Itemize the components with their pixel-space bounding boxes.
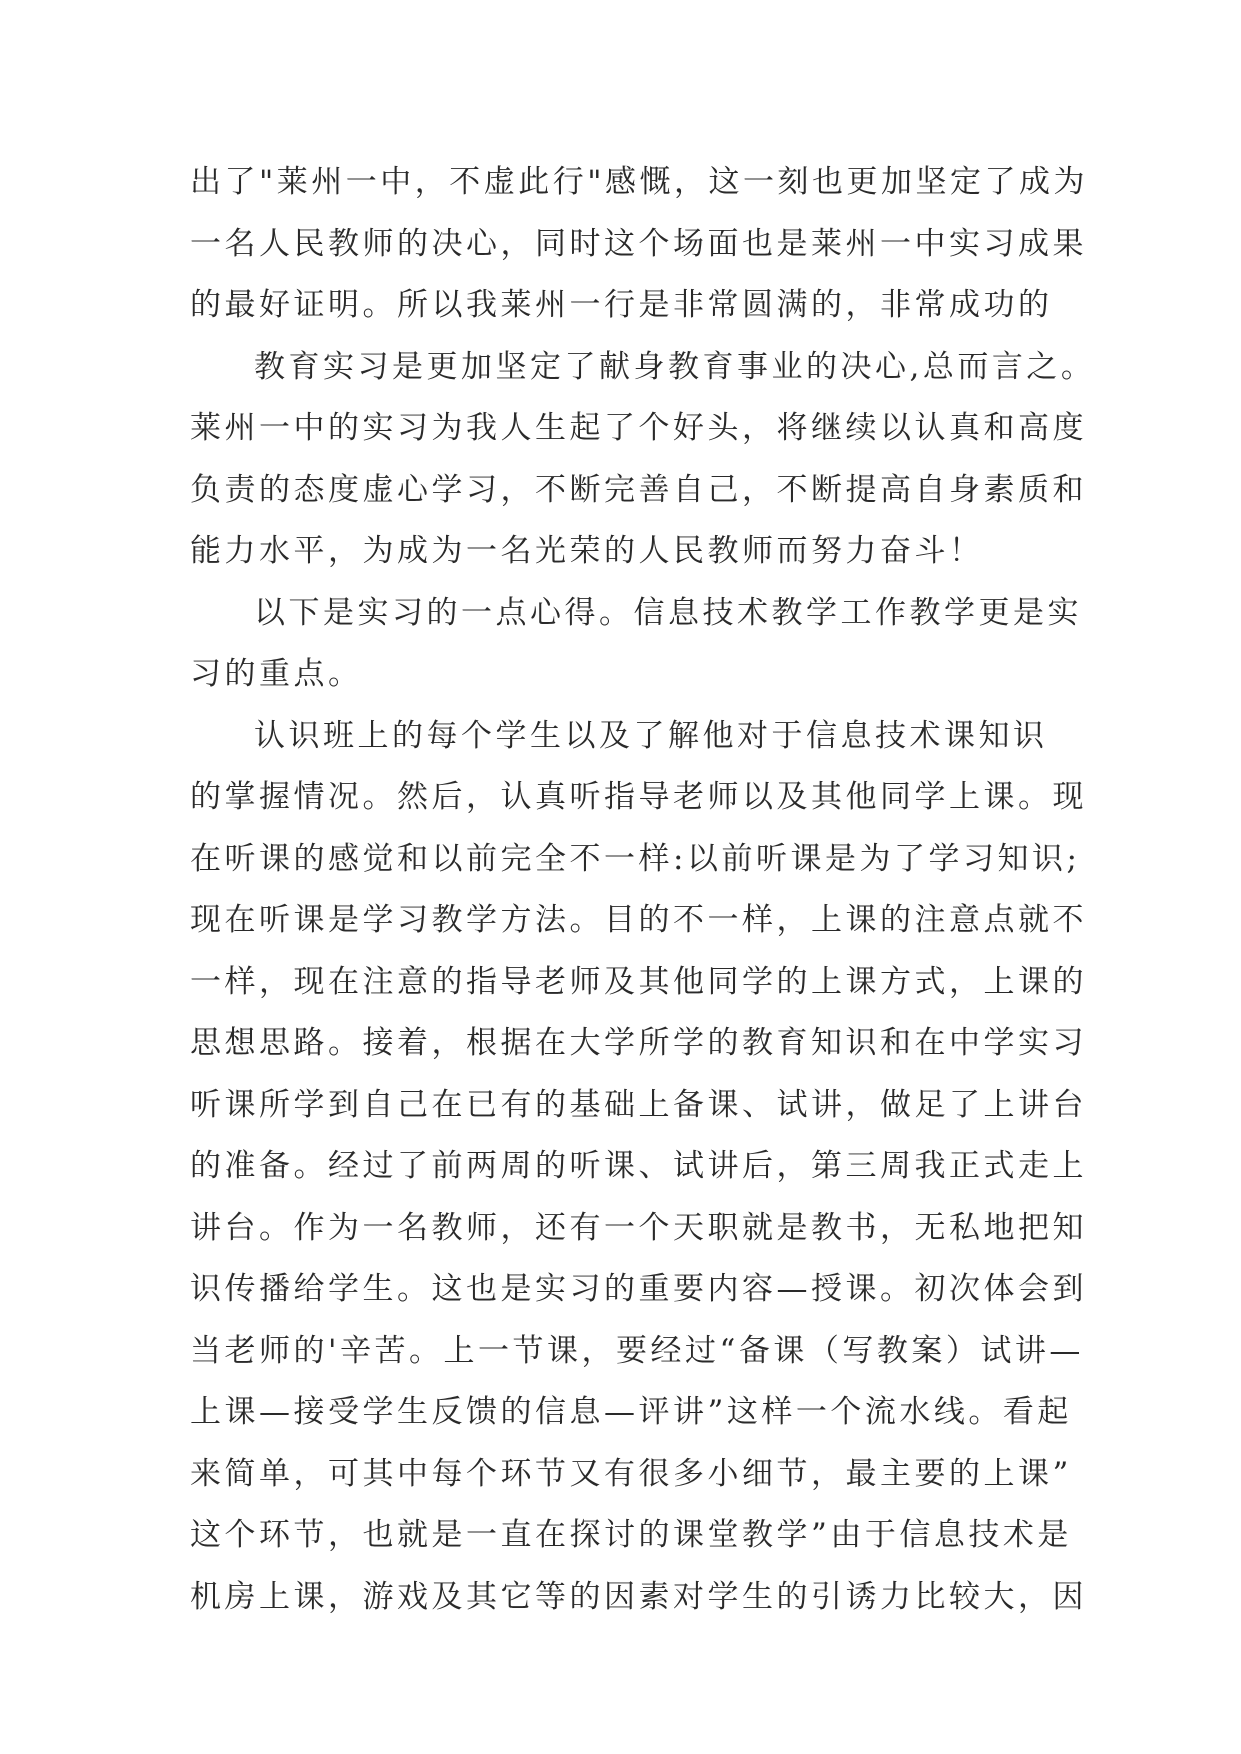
text-line: 当老师的'辛苦。上一节课，要经过“备课（写教案）试讲— — [190, 1332, 1084, 1369]
text-line: 现在听课是学习教学方法。目的不一样，上课的注意点就不 — [190, 902, 1087, 938]
text-line: 莱州一中的实习为我人生起了个好头，将继续以认真和高度 — [190, 410, 1087, 446]
text-line: 在听课的感觉和以前完全不一样:以前听课是为了学习知识; — [190, 840, 1081, 877]
text-line: 负责的态度虚心学习，不断完善自己，不断提高自身素质和 — [190, 471, 1087, 508]
text-line: 来简单，可其中每个环节又有很多小细节，最主要的上课” — [190, 1455, 1072, 1492]
text-line: 上课—接受学生反馈的信息—评讲”这样一个流水线。看起 — [190, 1394, 1072, 1430]
text-line: 机房上课，游戏及其它等的因素对学生的引诱力比较大，因 — [190, 1578, 1087, 1615]
paragraph-start-line: 教育实习是更加坚定了献身教育事业的决心,总而言之。 — [254, 348, 1096, 385]
text-line: 一名人民教师的决心，同时这个场面也是莱州一中实习成果 — [190, 225, 1087, 262]
text-line: 识传播给学生。这也是实习的重要内容—授课。初次体会到 — [190, 1271, 1087, 1307]
text-line: 一样，现在注意的指导老师及其他同学的上课方式，上课的 — [190, 963, 1087, 1000]
paragraph-start-line: 以下是实习的一点心得。信息技术教学工作教学更是实 — [254, 594, 1082, 631]
text-line: 能力水平，为成为一名光荣的人民教师而努力奋斗！ — [190, 533, 984, 569]
text-line: 的准备。经过了前两周的听课、试讲后，第三周我正式走上 — [190, 1148, 1087, 1184]
text-line: 听课所学到自己在已有的基础上备课、试讲，做足了上讲台 — [190, 1086, 1087, 1123]
text-line: 讲台。作为一名教师，还有一个天职就是教书，无私地把知 — [190, 1209, 1087, 1246]
text-line: 出了"莱州一中，不虚此行"感慨，这一刻也更加坚定了成为 — [190, 164, 1089, 200]
paragraph-start-line: 认识班上的每个学生以及了解他对于信息技术课知识 — [254, 717, 1048, 754]
text-line: 这个环节，也就是一直在探讨的课堂教学”由于信息技术是 — [190, 1517, 1072, 1553]
text-line: 的掌握情况。然后，认真听指导老师以及其他同学上课。现 — [190, 779, 1087, 815]
text-line: 习的重点。 — [190, 656, 363, 692]
text-line: 的最好证明。所以我莱州一行是非常圆满的，非常成功的 — [190, 287, 1053, 323]
body-text — [190, 152, 1096, 1628]
text-line: 思想思路。接着，根据在大学所学的教育知识和在中学实习 — [190, 1025, 1087, 1061]
